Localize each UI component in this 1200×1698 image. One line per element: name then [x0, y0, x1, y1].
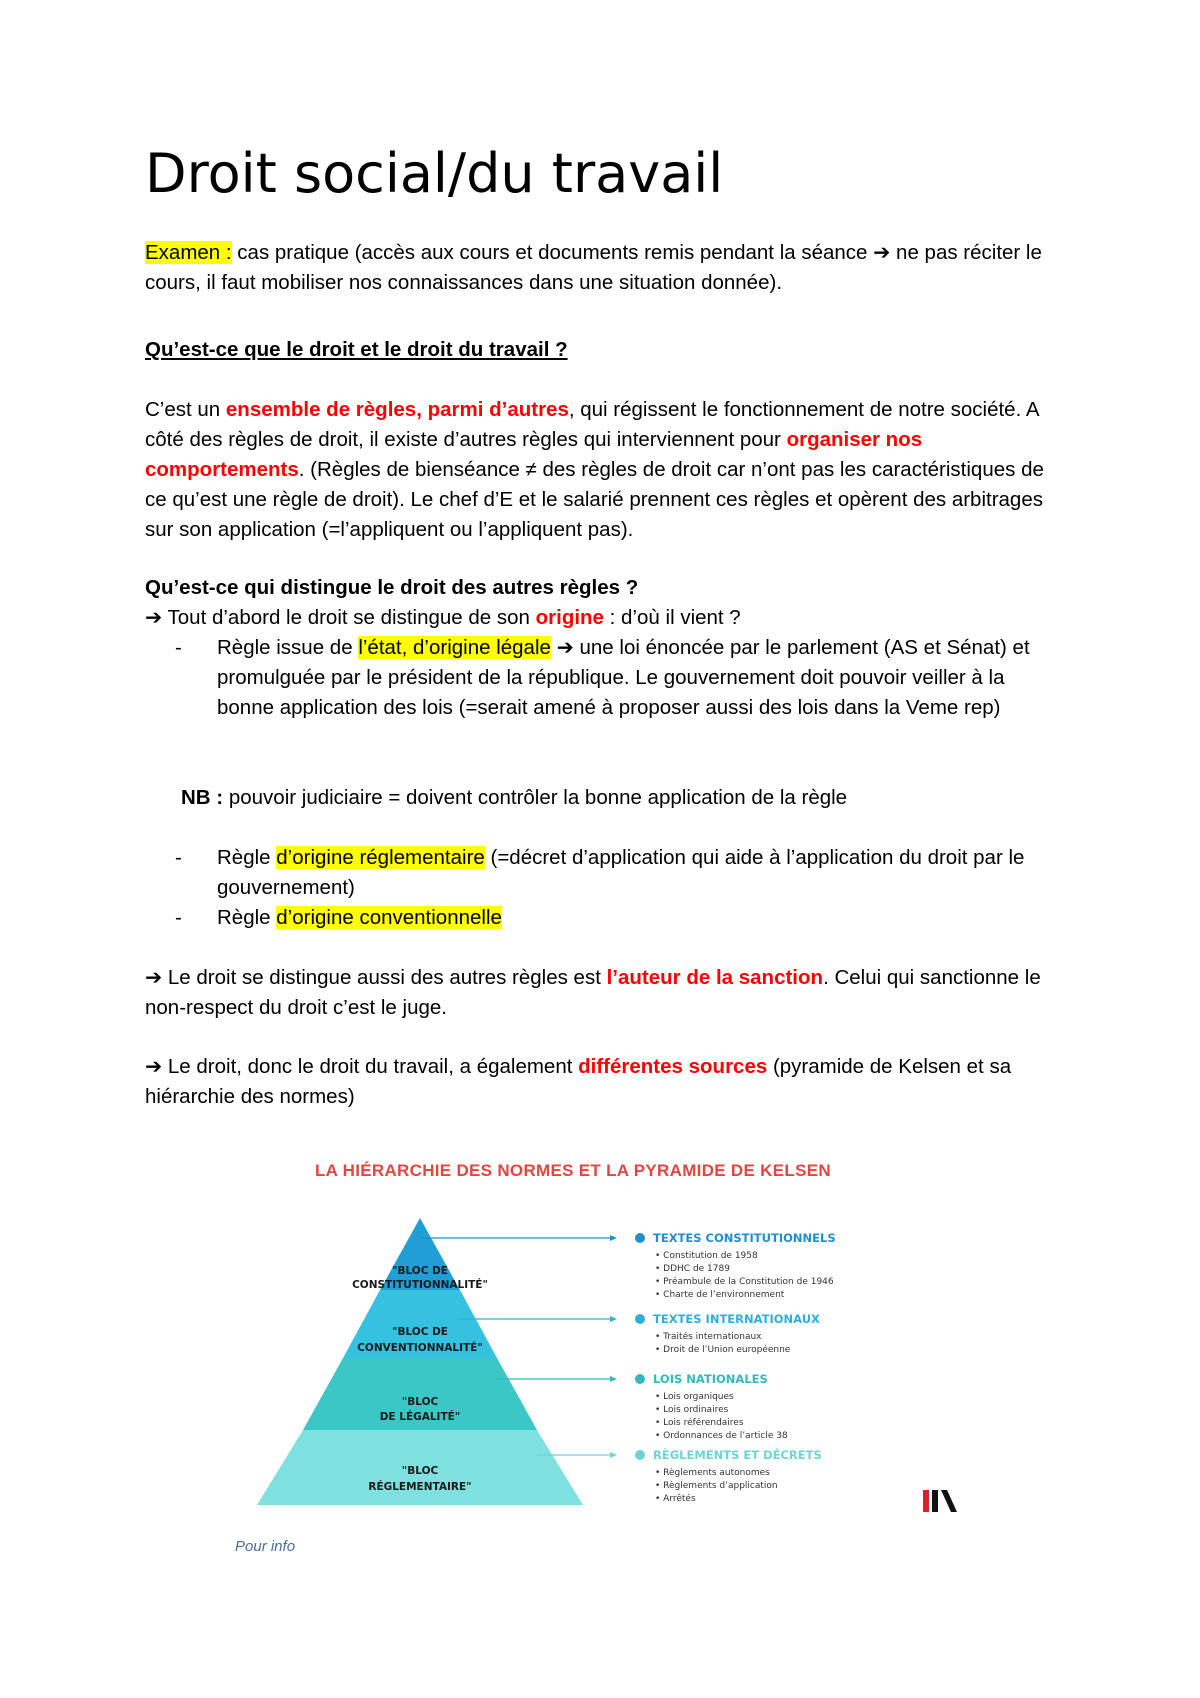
nb-note: NB : pouvoir judiciaire = doivent contrôler la bonne application de la règle	[181, 786, 848, 809]
connector-arrow-icon	[610, 1452, 617, 1458]
figure-title: LA HIÉRARCHIE DES NORMES ET LA PYRAMIDE DE KELSEN	[315, 1161, 831, 1180]
category-item: • Lois référendaires	[655, 1418, 744, 1428]
bullet-dot-icon	[635, 1233, 645, 1243]
connector-arrow-icon	[610, 1235, 617, 1241]
publisher-logo-icon	[923, 1488, 959, 1514]
category-item: • Ordonnances de l’article 38	[655, 1431, 788, 1441]
tier-label: DE LÉGALITÉ"	[379, 1411, 461, 1423]
category-title: TEXTES CONSTITUTIONNELS	[653, 1231, 836, 1245]
tier-label: "BLOC DE	[392, 1265, 448, 1277]
pyramid-diagram	[235, 1143, 930, 1538]
arrow-icon: ➔	[145, 606, 163, 629]
arrow-icon: ➔	[145, 966, 163, 989]
tier-label: CONSTITUTIONNALITÉ"	[352, 1279, 488, 1291]
category-title: TEXTES INTERNATIONAUX	[653, 1312, 820, 1326]
exam-paragraph: Examen : cas pratique (accès aux cours et documents remis pendant la séance ➔ ne pas réciter le cours, il faut mobiliser nos connaissances dans une situation donnée).	[145, 241, 1042, 294]
category-title: LOIS NATIONALES	[653, 1372, 768, 1386]
list-item: - Règle d’origine conventionnelle	[175, 906, 502, 929]
list-item: - Règle issue de l’état, d’origine légale ➔ une loi énoncée par le parlement (AS et Sénat) et promulguée par le président de la république. Le gouvernement doit pouvoir veiller à la bonne application des lois (=serait amené à proposer aussi des lois dans la Veme rep)	[175, 636, 1030, 719]
category-item: • Droit de l’Union européenne	[655, 1345, 791, 1355]
exam-label: Examen :	[145, 241, 232, 264]
sources-paragraph: ➔ Le droit, donc le droit du travail, a également différentes sources (pyramide de Kelsen et sa hiérarchie des normes)	[145, 1055, 1012, 1108]
bullet-dot-icon	[635, 1314, 645, 1324]
bullet-dot-icon	[635, 1374, 645, 1384]
kelsen-pyramid-figure	[235, 1143, 930, 1558]
connector-arrow-icon	[610, 1316, 617, 1322]
arrow-icon: ➔	[873, 241, 891, 264]
category-title: RÈGLEMENTS ET DÉCRETS	[653, 1448, 822, 1462]
arrow-icon: ➔	[556, 636, 574, 659]
category-item: • Constitution de 1958	[655, 1251, 758, 1261]
tier-label: CONVENTIONNALITÉ"	[357, 1342, 483, 1354]
tier-label: RÉGLEMENTAIRE"	[368, 1481, 472, 1493]
figure-caption: Pour info	[235, 1538, 296, 1555]
section-heading-distinction: Qu’est-ce qui distingue le droit des autres règles ?	[145, 576, 639, 599]
bullet-dot-icon	[635, 1450, 645, 1460]
connector-arrow-icon	[610, 1376, 617, 1382]
tier-label: "BLOC	[401, 1465, 439, 1477]
category-item: • DDHC de 1789	[655, 1264, 730, 1274]
category-item: • Lois ordinaires	[655, 1405, 729, 1415]
tier-label: "BLOC	[401, 1396, 439, 1408]
category-item: • Traités internationaux	[655, 1332, 762, 1342]
origin-paragraph: ➔ Tout d’abord le droit se distingue de son origine : d’où il vient ?	[145, 606, 741, 629]
list-item: - Règle d’origine réglementaire (=décret d’application qui aide à l’application du droit par le gouvernement)	[175, 846, 1025, 899]
category-item: • Lois organiques	[655, 1392, 734, 1402]
category-item: • Règlements autonomes	[655, 1468, 770, 1478]
category-item: • Charte de l’environnement	[655, 1290, 785, 1300]
page-title: Droit social/du travail	[145, 142, 724, 205]
definition-paragraph: C’est un ensemble de règles, parmi d’autres, qui régissent le fonctionnement de notre société. A côté des règles de droit, il existe d’autres règles qui interviennent pour organiser nos comportements. (Règles de bienséance ≠ des règles de droit car n’ont pas les caractéristiques de ce qu’est une règle de droit). Le chef d’E et le salarié prennent ces règles et opèrent des arbitrages sur son application (=l’appliquent ou l’appliquent pas).	[145, 398, 1044, 541]
category-item: • Arrêtés	[655, 1494, 696, 1504]
tier-label: "BLOC DE	[392, 1326, 448, 1338]
category-item: • Préambule de la Constitution de 1946	[655, 1277, 834, 1287]
category-item: • Règlements d’application	[655, 1481, 778, 1491]
arrow-icon: ➔	[145, 1055, 163, 1078]
sanction-paragraph: ➔ Le droit se distingue aussi des autres règles est l’auteur de la sanction. Celui qui sanctionne le non-respect du droit c’est le juge.	[145, 966, 1041, 1019]
section-heading-droit: Qu’est-ce que le droit et le droit du travail ?	[145, 338, 568, 361]
